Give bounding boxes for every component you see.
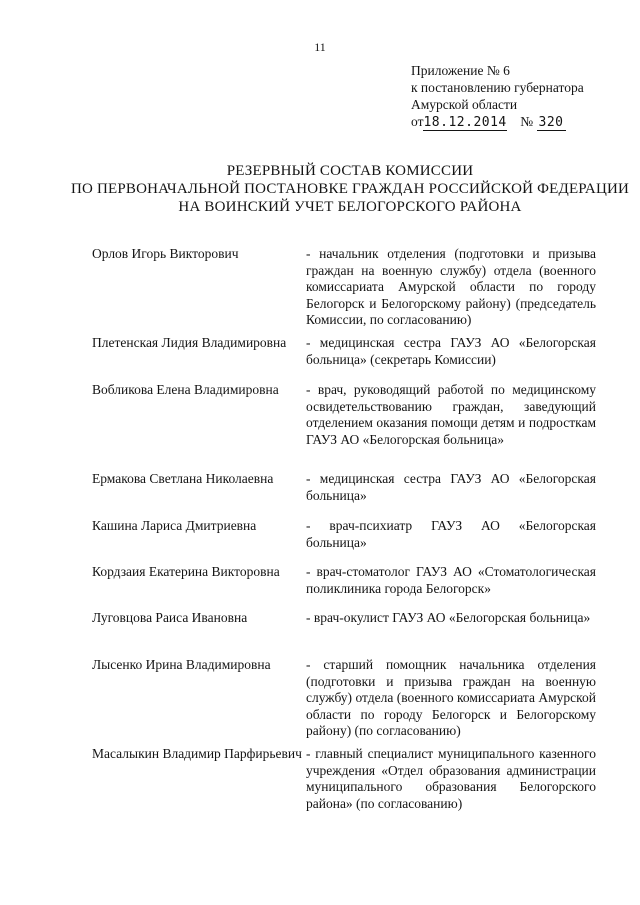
member-name: Плетенская Лидия Владимировна bbox=[92, 335, 287, 350]
member-row bbox=[92, 246, 612, 329]
appendix-decree-line: к постановлению губернатора bbox=[411, 80, 584, 95]
title-line-2: ПО ПЕРВОНАЧАЛЬНОЙ ПОСТАНОВКЕ ГРАЖДАН РОССИЙСКОЙ ФЕДЕРАЦИИ bbox=[70, 181, 630, 197]
member-row bbox=[92, 471, 612, 504]
page-number: 11 bbox=[314, 40, 326, 54]
member-name: Лысенко Ирина Владимировна bbox=[92, 657, 271, 672]
member-name: Кордзаия Екатерина Викторовна bbox=[92, 564, 280, 579]
decree-number: 320 bbox=[538, 115, 564, 130]
member-role: - врач-психиатр ГАУЗ АО «Белогорская больница» bbox=[306, 518, 596, 550]
member-name: Луговцова Раиса Ивановна bbox=[92, 610, 248, 625]
document-title bbox=[60, 162, 640, 216]
member-name: Вобликова Елена Владимировна bbox=[92, 382, 279, 397]
number-sign: № bbox=[520, 114, 534, 129]
member-row bbox=[92, 657, 612, 740]
appendix-date-line bbox=[411, 113, 626, 131]
member-role: - начальник отделения (подготовки и призыва граждан на военную службу) отдела (военного комиссариата Амурской области по городу Белогорск и Белогорскому району) (председатель Комиссии, по согласованию) bbox=[306, 246, 596, 328]
member-name: Кашина Лариса Дмитриевна bbox=[92, 518, 257, 533]
member-row bbox=[92, 610, 612, 627]
appendix-header bbox=[411, 62, 626, 131]
title-line-1: РЕЗЕРВНЫЙ СОСТАВ КОМИССИИ bbox=[226, 163, 474, 179]
title-line-3: НА ВОИНСКИЙ УЧЕТ БЕЛОГОРСКОГО РАЙОНА bbox=[178, 199, 522, 215]
member-role: - врач-окулист ГАУЗ АО «Белогорская больница» bbox=[306, 610, 591, 625]
member-role: - медицинская сестра ГАУЗ АО «Белогорская больница» (секретарь Комиссии) bbox=[306, 335, 596, 367]
decree-date: 18.12.2014 bbox=[423, 115, 507, 130]
member-role: - врач, руководящий работой по медицинскому освидетельствованию граждан, заведующий отделением оказания помощи детям и подросткам ГАУЗ АО «Белогорская больница» bbox=[306, 382, 596, 447]
member-name: Орлов Игорь Викторович bbox=[92, 246, 239, 261]
member-role: - главный специалист муниципального казенного учреждения «Отдел образования администрации муниципального образования Белогорского района» (по согласованию) bbox=[306, 746, 596, 811]
appendix-title: Приложение № 6 bbox=[411, 63, 510, 78]
member-name: Масалыкин Владимир Парфирьевич bbox=[92, 746, 302, 761]
member-role: - старший помощник начальника отделения (подготовки и призыва граждан на военную службу) отдела (военного комиссариата Амурской области по городу Белогорск и Белогорскому району) (по согласованию) bbox=[306, 657, 596, 739]
member-row bbox=[92, 564, 612, 597]
member-row bbox=[92, 335, 612, 368]
appendix-region-line: Амурской области bbox=[411, 97, 518, 112]
member-row bbox=[92, 518, 612, 551]
member-row bbox=[92, 382, 612, 448]
member-row bbox=[92, 746, 612, 812]
member-role: - медицинская сестра ГАУЗ АО «Белогорская больница» bbox=[306, 471, 596, 503]
date-prefix: от bbox=[411, 114, 424, 129]
member-name: Ермакова Светлана Николаевна bbox=[92, 471, 274, 486]
member-role: - врач-стоматолог ГАУЗ АО «Стоматологическая поликлиника города Белогорск» bbox=[306, 564, 596, 596]
